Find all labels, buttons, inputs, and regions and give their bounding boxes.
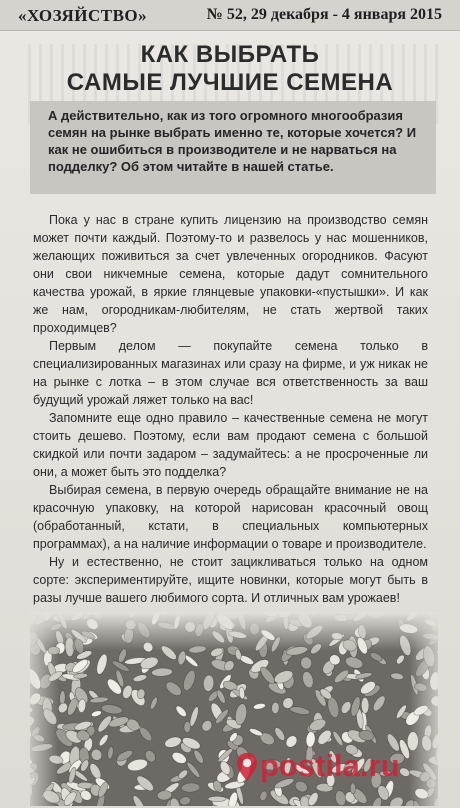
paragraph-1: Пока у нас в стране купить лицензию на производство семян может почти каждый. Поэтому-то и развелось у нас мошенников, желающих поживиться за счет увлеченных огородников. Фасуют они свои никчемные семена, которые дадут сомнительного качества урожай, в яркие глянцевые упаковки-«пустышки». И как же нам, огородникам-любителям, не стать жертвой таких проходимцев? (33, 213, 428, 335)
paragraph-4: Выбирая семена, в первую очередь обращайте внимание не на красочную упаковку, на которой нарисован красочный овощ (обработанный, кстати, в специальных компьютерных программах), а на наличие информации о товаре и производителе. (33, 483, 428, 551)
masthead-bar (0, 0, 460, 31)
paragraph-2: Первым делом — покупайте семена только в специализированных магазинах или сразу на фирме, и уж никак не на рынке с лотка – в этом случае вся ответственность за ваш будущий урожай ляжет только на вас! (33, 339, 428, 407)
postila-watermark (236, 748, 454, 784)
watermark-text: postila.ru (260, 748, 400, 783)
paragraph-3: Запомните еще одно правило – качественные семена не могут стоить дешево. Поэтому, если вам продают семена с большой скидкой или почти задаром – задумайтесь: а не просроченные ли они, а может быть это подделка? (33, 411, 428, 479)
pin-icon (236, 752, 258, 782)
publication-name: «ХОЗЯЙСТВО» (18, 6, 148, 25)
title-line-1: КАК ВЫБРАТЬ (140, 41, 320, 68)
article-title (30, 41, 430, 97)
lead-text: А действительно, как из того огромного многообразия семян на рынке выбрать именно те, которые хочется? И как не ошибиться в производителе и не нарваться на подделку? Об этом читайте в нашей статье. (48, 108, 417, 174)
title-line-2: САМЫЕ ЛУЧШИЕ СЕМЕНА (66, 69, 394, 96)
article-body (33, 211, 428, 607)
paragraph-5: Ну и естественно, не стоит зацикливаться только на одном сорте: экспериментируйте, ищите новинки, которые могут быть в разы лучше вашего любимого сорта. И отличных вам урожаев! (33, 555, 428, 605)
issue-date: № 52, 29 декабря - 4 января 2015 (206, 6, 442, 23)
